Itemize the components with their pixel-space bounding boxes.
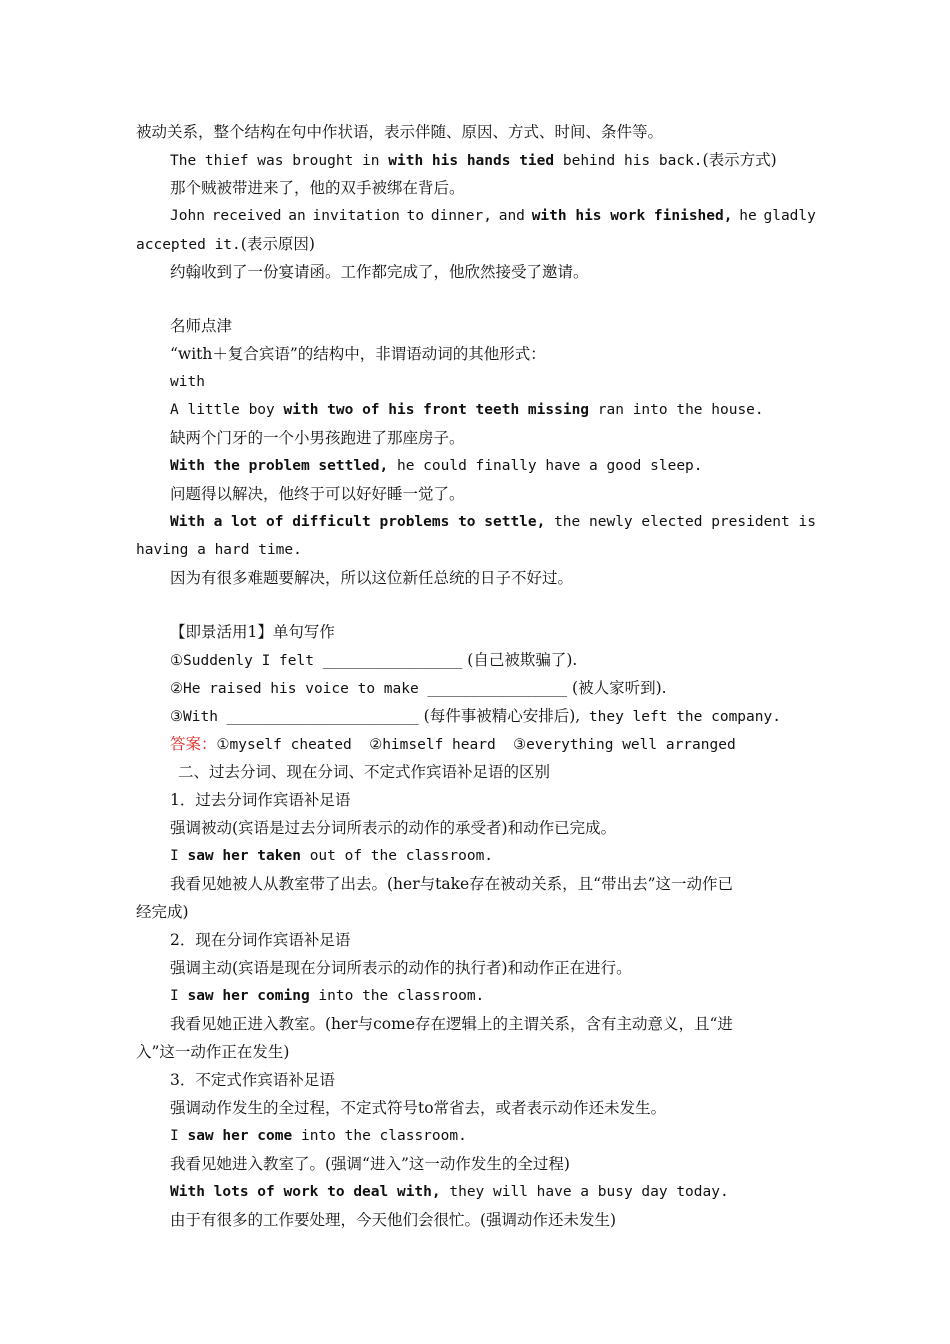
paragraph-line: 被动关系，整个结构在句中作状语，表示伴随、原因、方式、时间、条件等。: [136, 123, 664, 141]
paragraph-line: 强调动作发生的全过程，不定式符号to常省去，或者表示动作还未发生。: [170, 1099, 667, 1117]
subsection-heading: 1．过去分词作宾语补足语: [170, 791, 351, 809]
subsection-heading: 3．不定式作宾语补足语: [170, 1071, 335, 1089]
translation: 我看见她被人从教室带了出去。(her与take存在被动关系，且“带出去”这一动作已: [170, 875, 733, 893]
answer-label: 答案：: [170, 735, 217, 753]
bold-phrase: With the problem settled,: [170, 458, 389, 474]
subsection-heading: 2．现在分词作宾语补足语: [170, 931, 351, 949]
translation: 约翰收到了一份宴请函。工作都完成了，他欣然接受了邀请。: [170, 263, 589, 281]
bold-phrase: with two of his front teeth missing: [283, 402, 590, 418]
bold-phrase: saw her come: [187, 1128, 293, 1144]
answer-blank: ________________: [427, 681, 568, 697]
translation: 问题得以解决，他终于可以好好睡一觉了。: [170, 485, 465, 503]
spacer: [136, 592, 816, 618]
translation: 我看见她进入教室了。(强调“进入”这一动作发生的全过程): [170, 1155, 570, 1173]
bold-phrase: saw her coming: [187, 988, 310, 1004]
document-body: [136, 118, 816, 1234]
translation-continued: 入”这一动作正在发生): [136, 1043, 290, 1061]
exercise-item: ③With ______________________ (每件事被精心安排后), they left the company.: [170, 707, 781, 725]
translation: 那个贼被带进来了，他的双手被绑在背后。: [170, 179, 465, 197]
paragraph-line: “with＋复合宾语”的结构中，非谓语动词的其他形式：: [170, 345, 546, 363]
translation: 缺两个门牙的一个小男孩跑进了那座房子。: [170, 429, 465, 447]
bold-phrase: With lots of work to deal with,: [170, 1184, 441, 1200]
example-sentence-continued: accepted it.(表示原因): [136, 235, 315, 253]
bold-phrase: saw her taken: [187, 848, 301, 864]
answer-blank: ______________________: [226, 709, 419, 725]
bold-phrase: with his work finished,: [531, 208, 733, 224]
translation: 我看见她正进入教室。(her与come存在逻辑上的主谓关系，含有主动意义，且“进: [170, 1015, 733, 1033]
example-sentence: With a lot of difficult problems to settle, the newly elected president is: [170, 514, 816, 530]
example-sentence-continued: having a hard time.: [136, 542, 302, 558]
example-sentence: With the problem settled, he could finally have a good sleep.: [170, 458, 703, 474]
section-heading: 二、过去分词、现在分词、不定式作宾语补足语的区别: [178, 763, 551, 781]
example-sentence: John received an invitation to dinner, and with his work finished, he gladly: [136, 202, 816, 230]
example-sentence: With lots of work to deal with, they will have a busy day today.: [170, 1184, 729, 1200]
example-sentence: A little boy with two of his front teeth missing ran into the house.: [170, 402, 764, 418]
example-sentence: I saw her come into the classroom.: [170, 1128, 467, 1144]
paragraph-line: 强调主动(宾语是现在分词所表示的动作的执行者)和动作正在进行。: [170, 959, 632, 977]
example-sentence: I saw her coming into the classroom.: [170, 988, 485, 1004]
answer-blank: ________________: [322, 653, 463, 669]
spacer: [136, 286, 816, 312]
translation-continued: 经完成): [136, 903, 189, 921]
example-sentence: I saw her taken out of the classroom.: [170, 848, 494, 864]
translation: 由于有很多的工作要处理，今天他们会很忙。(强调动作还未发生): [170, 1211, 617, 1229]
keyword: with: [170, 374, 205, 390]
bold-phrase: with his hands tied: [388, 153, 555, 169]
exercise-title: 【即景活用1】单句写作: [170, 623, 335, 641]
exercise-item: ②He raised his voice to make ________________ (被人家听到).: [170, 679, 667, 697]
exercise-item: ①Suddenly I felt ________________ (自己被欺骗了).: [170, 651, 578, 669]
section-title: 名师点津: [170, 317, 233, 335]
answer-line: 答案：①myself cheated ②himself heard ③everything well arranged: [170, 735, 736, 753]
translation: 因为有很多难题要解决，所以这位新任总统的日子不好过。: [170, 569, 574, 587]
example-sentence: The thief was brought in with his hands tied behind his back.(表示方式): [170, 151, 777, 169]
paragraph-line: 强调被动(宾语是过去分词所表示的动作的承受者)和动作已完成。: [170, 819, 617, 837]
